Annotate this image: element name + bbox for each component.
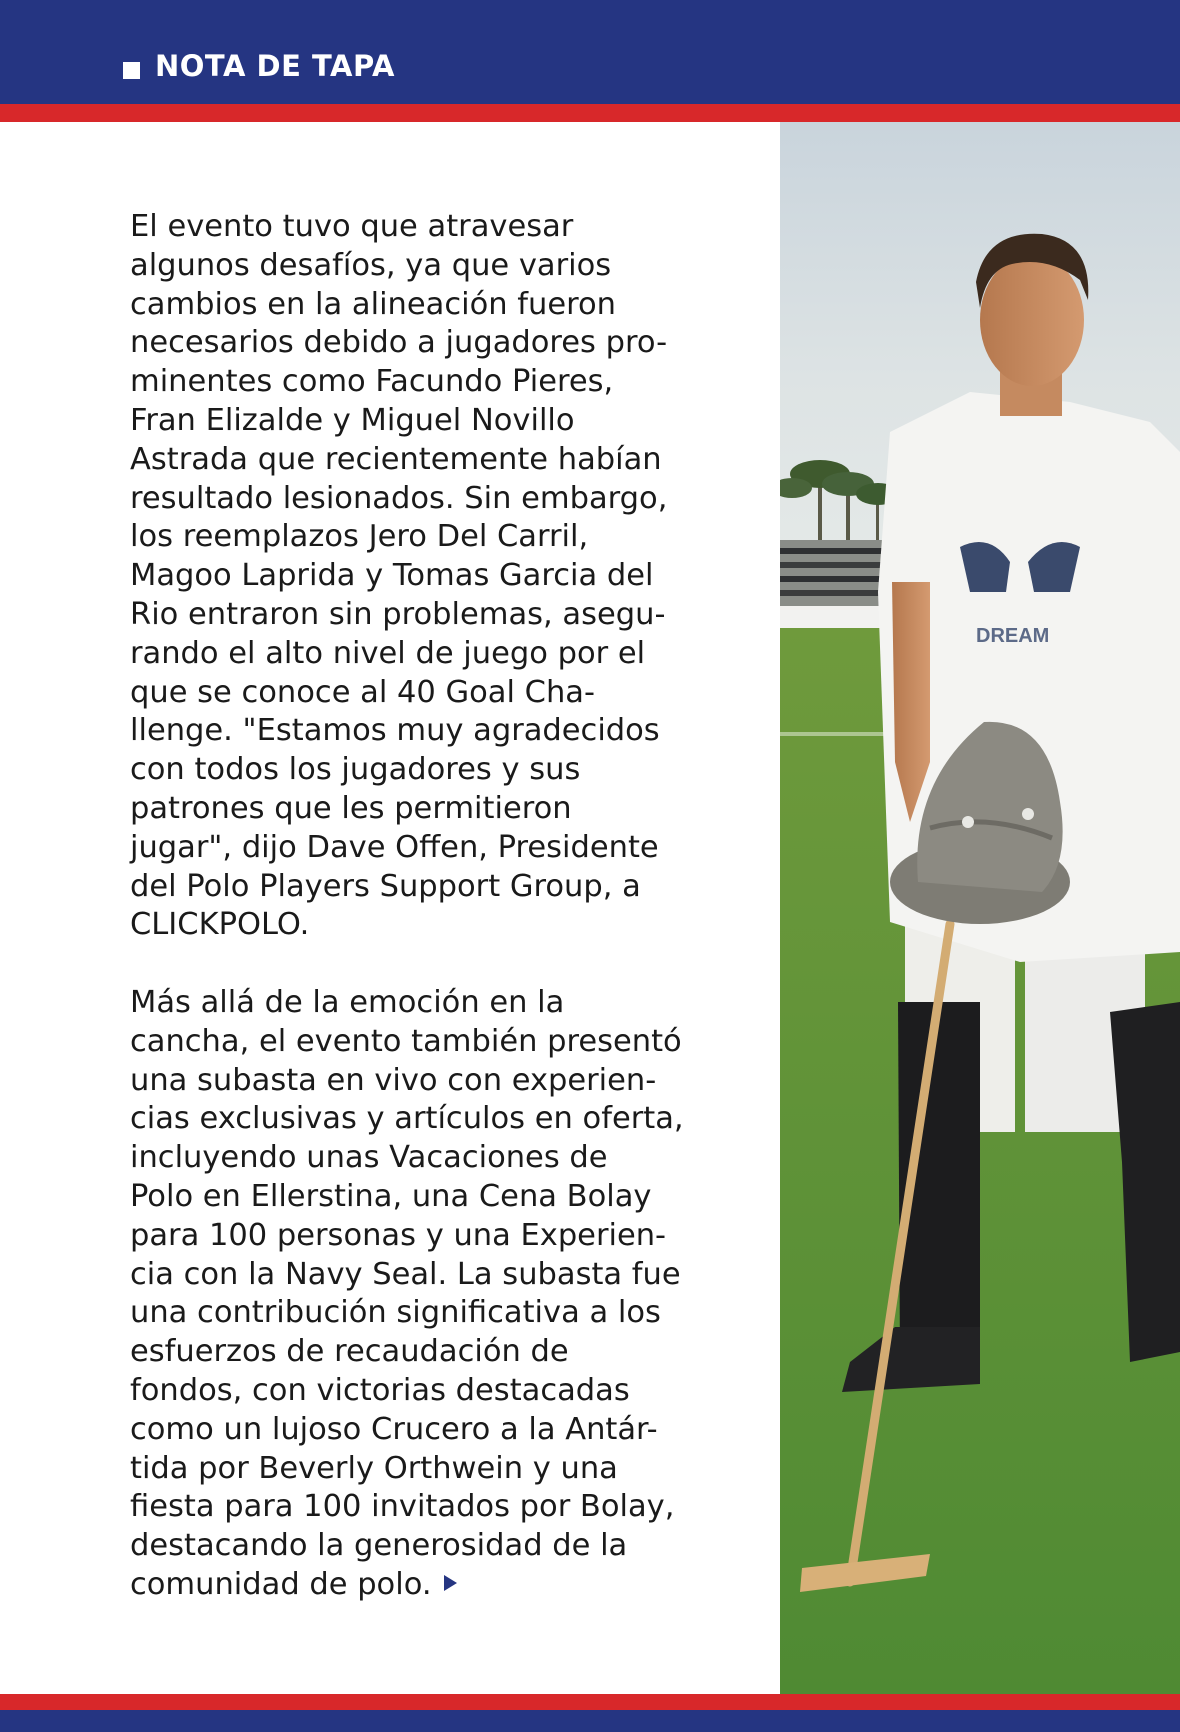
article-paragraph-1: [130, 208, 690, 945]
article-body: [130, 208, 690, 1605]
header-accent-stripe: [0, 104, 1180, 122]
end-of-article-triangle-icon: [444, 1575, 457, 1591]
shirt-logo-text: DREAM: [976, 625, 1050, 647]
section-bullet-icon: [123, 62, 140, 79]
footer-accent-stripe: [0, 1694, 1180, 1710]
article-paragraph-1-text: El evento tuvo que atravesar algunos desafíos, ya que varios cambios en la alineación fueron necesarios debido a jugadores pro- minentes como Facundo Pieres, Fran Elizalde y Miguel Novillo Astrada que recientemente habían resultado lesionados. Sin embargo, los reemplazos Jero Del Carril, Magoo Laprida y Tomas Garcia del Rio entraron sin problemas, asegu- rando el alto nivel de juego por el que se conoce al 40 Goal Cha- llenge. "Estamos muy agradecidos con todos los jugadores y sus patrones que les permitieron jugar", dijo Dave Offen, Presidente del Polo Players Support Group, a CLICKPOLO.: [130, 209, 668, 943]
footer-bar: [0, 1710, 1180, 1732]
section-label: NOTA DE TAPA: [155, 49, 395, 83]
article-paragraph-2: [130, 984, 690, 1605]
polo-player-photo: [780, 122, 1180, 1694]
article-paragraph-2-text: Más allá de la emoción en la cancha, el evento también presentó una subasta en vivo con experien- cias exclusivas y artículos en oferta, incluyendo unas Vacaciones de Polo en Ellerstina, una Cena Bolay para 100 personas y una Experien- cia con la Navy Seal. La subasta fue una contribución significativa a los esfuerzos de recaudación de fondos, con victorias destacadas como un lujoso Crucero a la Antár- tida por Beverly Orthwein y una fiesta para 100 invitados por Bolay, destacando la generosidad de la comunidad de polo.: [130, 984, 684, 1602]
